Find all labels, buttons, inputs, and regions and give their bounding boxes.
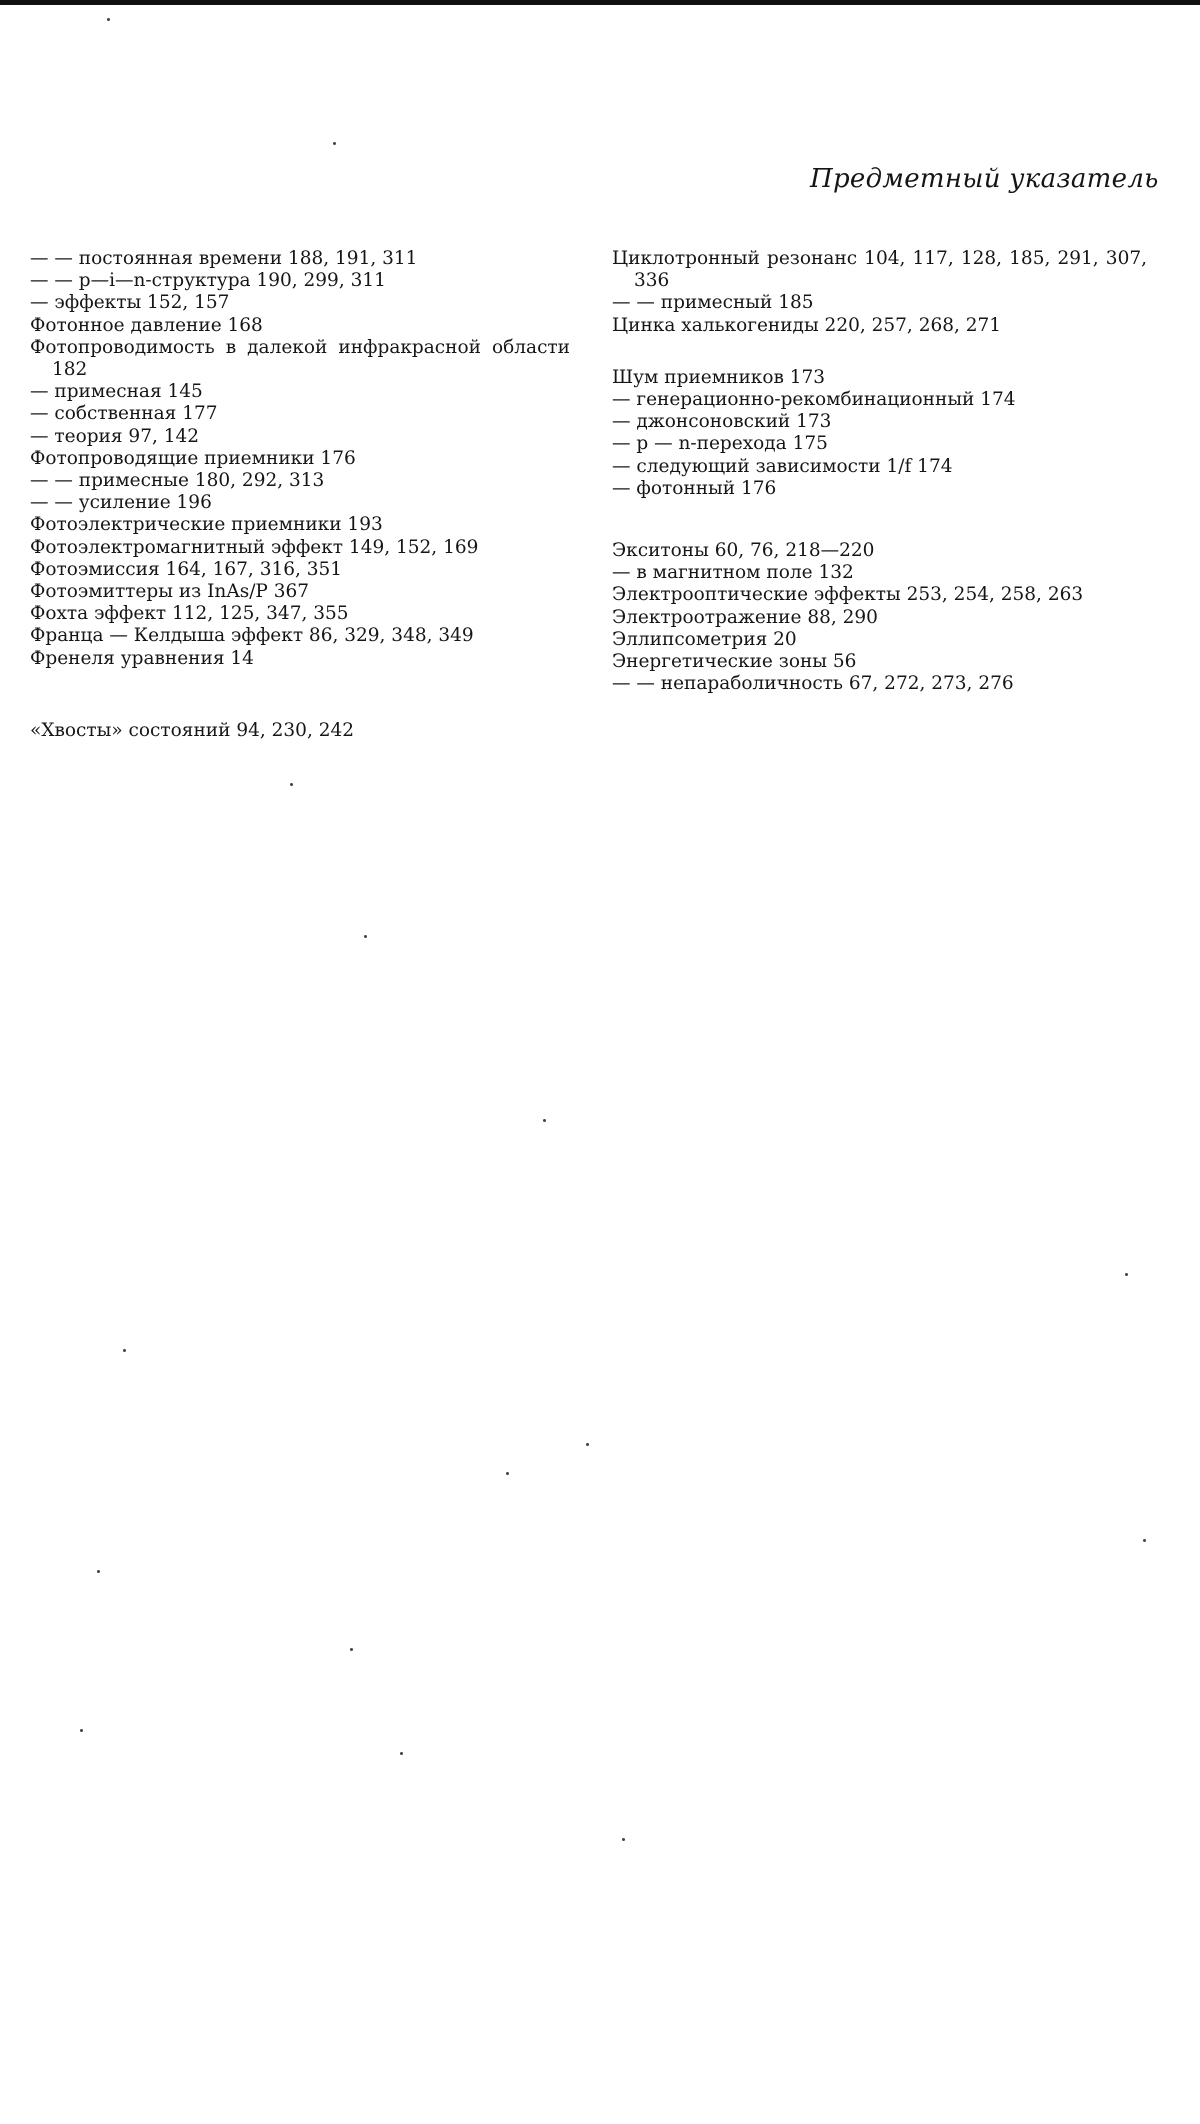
scan-speck xyxy=(1125,1273,1128,1276)
index-entry: Электрооптические эффекты 253, 254, 258, 263 xyxy=(612,584,1084,606)
running-title: Предметный указатель xyxy=(810,164,1159,194)
index-entry: — фотонный 176 xyxy=(612,477,777,499)
index-column-right xyxy=(612,248,1147,695)
index-entry: Электроотражение 88, 290 xyxy=(612,606,878,628)
page-top-edge xyxy=(0,0,1200,5)
scan-speck xyxy=(80,1729,83,1732)
letter-group-gap xyxy=(612,500,1147,540)
index-entry: Франца — Келдыша эффект 86, 329, 348, 349 xyxy=(30,625,474,647)
index-entry: — примесная 145 xyxy=(30,381,203,403)
index-entry: — генерационно-рекомбинационный 174 xyxy=(612,389,1016,411)
index-entry: Энергетические зоны 56 xyxy=(612,651,857,673)
index-entry: — эффекты 152, 157 xyxy=(30,292,230,314)
scan-speck xyxy=(97,1570,100,1573)
index-entry: Цинка халькогениды 220, 257, 268, 271 xyxy=(612,314,1002,336)
scan-speck xyxy=(400,1752,403,1755)
index-entry: Циклотронный резонанс 104, 117, 128, 185, 291, 307, 336 xyxy=(612,248,1147,292)
scan-speck xyxy=(1143,1539,1146,1542)
index-column-left xyxy=(30,248,570,742)
index-entry: — следующий зависимости 1/f 174 xyxy=(612,455,953,477)
index-entry: Фотоэмиссия 164, 167, 316, 351 xyxy=(30,558,343,580)
index-entry: — — постоянная времени 188, 191, 311 xyxy=(30,248,418,269)
index-entry: — — p—i—n-структура 190, 299, 311 xyxy=(30,270,386,292)
scan-speck xyxy=(586,1443,589,1446)
index-entry: Экситоны 60, 76, 218—220 xyxy=(612,540,875,562)
index-entry: Фотонное давление 168 xyxy=(30,314,263,336)
scan-speck xyxy=(123,1349,126,1352)
index-entry: Шум приемников 173 xyxy=(612,366,826,388)
index-entry: Фотоэлектромагнитный эффект 149, 152, 169 xyxy=(30,536,479,558)
scan-speck xyxy=(622,1838,625,1841)
scan-speck xyxy=(107,18,110,21)
scan-speck xyxy=(364,935,367,938)
index-entry: Фотоэмиттеры из InAs/P 367 xyxy=(30,581,310,603)
index-entry: — собственная 177 xyxy=(30,403,218,425)
scan-speck xyxy=(350,1648,353,1651)
index-entry: Френеля уравнения 14 xyxy=(30,647,254,669)
scan-speck xyxy=(543,1119,546,1122)
index-entry: — p — n-перехода 175 xyxy=(612,433,828,455)
index-entry: — — примесный 185 xyxy=(612,292,814,314)
index-entry: — джонсоновский 173 xyxy=(612,411,832,433)
index-entry: Фотопроводимость в далекой инфракрасной области 182 xyxy=(30,336,570,381)
scan-speck xyxy=(290,783,293,786)
index-entry: — теория 97, 142 xyxy=(30,425,200,447)
letter-group-gap xyxy=(612,337,1147,367)
index-entry: — — примесные 180, 292, 313 xyxy=(30,470,325,492)
index-entry: — — усиление 196 xyxy=(30,492,212,514)
index-entry: — — непараболичность 67, 272, 273, 276 xyxy=(612,673,1014,695)
index-entry: Фотопроводящие приемники 176 xyxy=(30,447,356,469)
index-entry: «Хвосты» состояний 94, 230, 242 xyxy=(30,719,355,741)
index-entry: — в магнитном поле 132 xyxy=(612,562,854,584)
scan-speck xyxy=(333,142,336,145)
scan-speck xyxy=(506,1472,509,1475)
index-entry: Фохта эффект 112, 125, 347, 355 xyxy=(30,603,349,625)
letter-group-gap xyxy=(30,670,570,720)
index-entry: Эллипсометрия 20 xyxy=(612,628,797,650)
index-entry: Фотоэлектрические приемники 193 xyxy=(30,514,383,536)
